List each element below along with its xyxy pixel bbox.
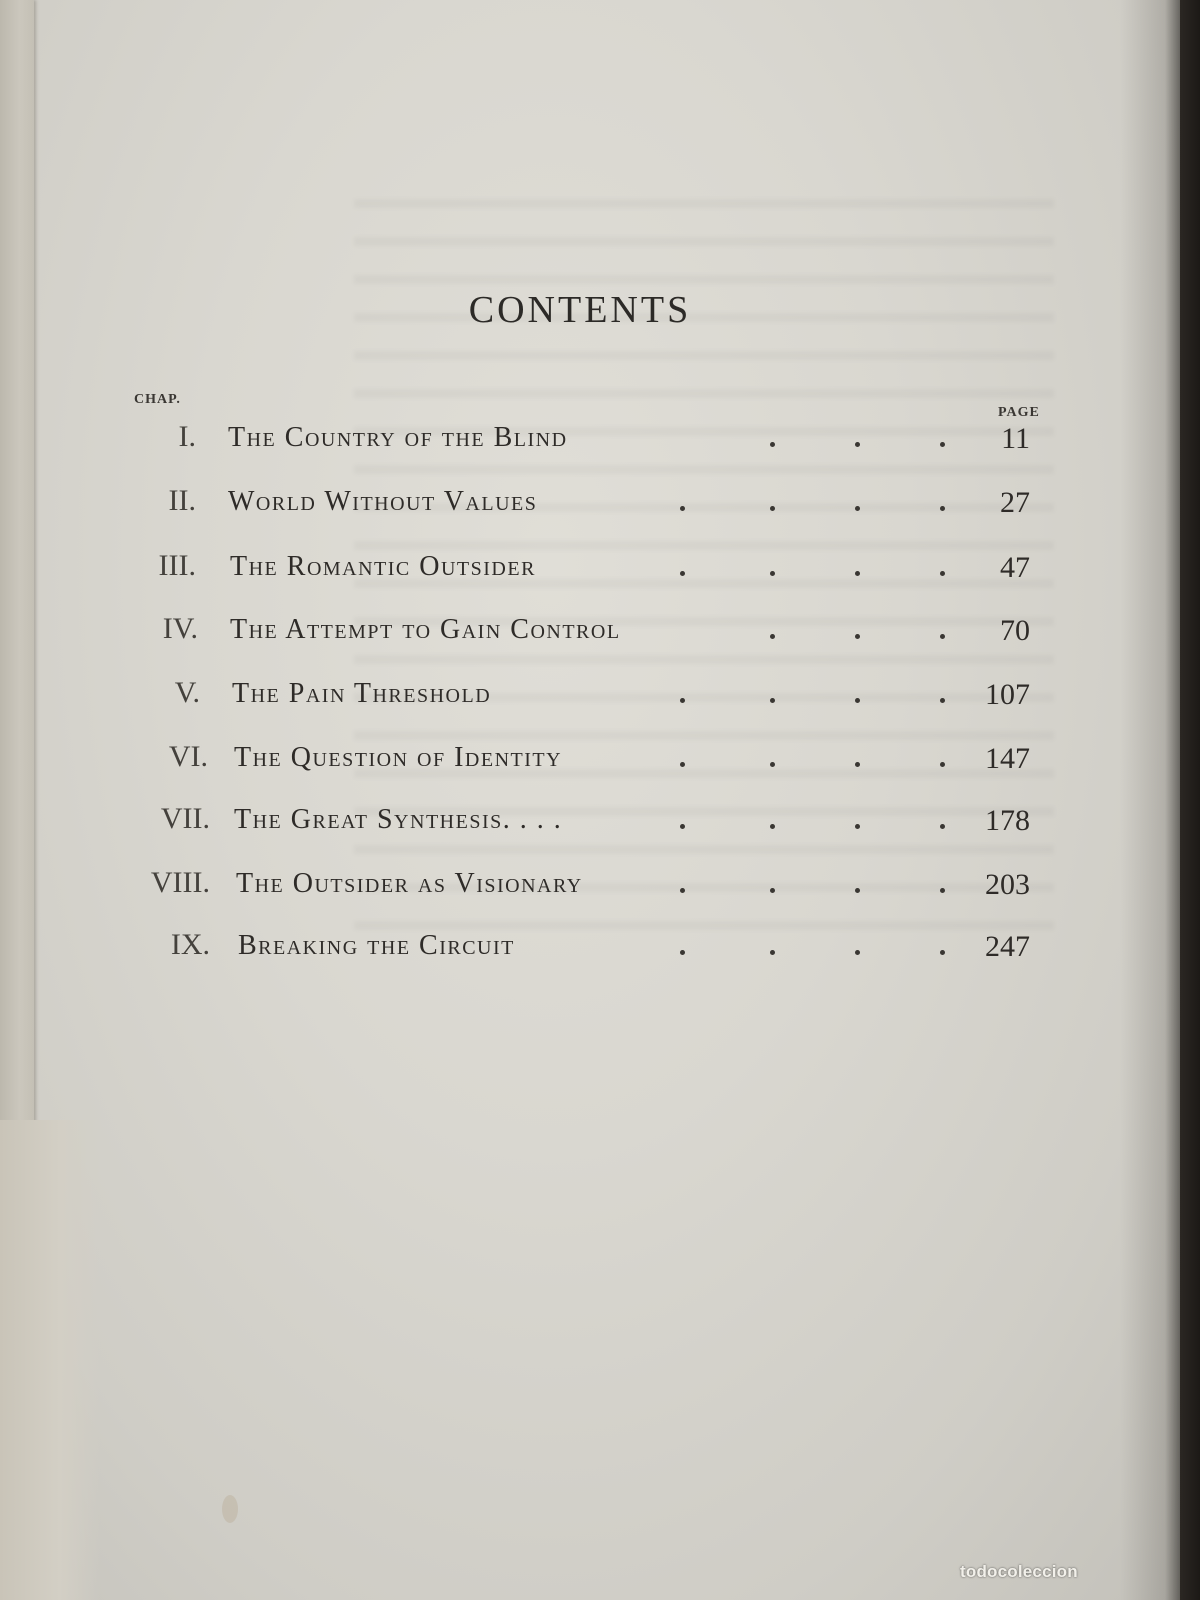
chapter-page-number: 107 xyxy=(985,678,1030,711)
leader-dot xyxy=(680,698,685,703)
leader-dot xyxy=(770,762,775,767)
chapter-page-number: 47 xyxy=(1000,551,1030,584)
chapter-number: III. xyxy=(158,549,196,582)
leader-dot xyxy=(680,762,685,767)
leader-dot xyxy=(855,824,860,829)
chap-column-label: CHAP. xyxy=(134,392,181,407)
chapter-title: The Country of the Blind xyxy=(228,422,568,453)
leader-dot xyxy=(855,571,860,576)
leader-dot xyxy=(680,571,685,576)
chapter-page-number: 247 xyxy=(985,930,1030,963)
toc-entry xyxy=(0,740,1200,790)
leader-dot xyxy=(855,442,860,447)
chapter-number: IV. xyxy=(162,612,198,645)
leader-dot xyxy=(770,888,775,893)
toc-entry xyxy=(0,420,1200,470)
leader-dot xyxy=(855,950,860,955)
leader-dot xyxy=(770,824,775,829)
chapter-number: VI. xyxy=(168,740,208,773)
chapter-number: VIII. xyxy=(150,866,210,899)
chapter-page-number: 147 xyxy=(985,742,1030,775)
chapter-number: IX. xyxy=(170,928,210,961)
contents-heading: CONTENTS xyxy=(468,289,692,331)
leader-dot xyxy=(770,634,775,639)
chapter-title: World Without Values xyxy=(228,486,538,517)
chapter-page-number: 11 xyxy=(1001,422,1030,455)
toc-entry xyxy=(0,484,1200,534)
chapter-title: The Great Synthesis. . . . xyxy=(234,804,563,835)
page-column-label: PAGE xyxy=(998,405,1040,420)
chapter-number: II. xyxy=(168,484,196,517)
leader-dot xyxy=(770,442,775,447)
chapter-title: The Romantic Outsider xyxy=(230,551,536,582)
chapter-number: I. xyxy=(178,420,196,453)
toc-entry xyxy=(0,802,1200,852)
leader-dot xyxy=(680,888,685,893)
toc-entry xyxy=(0,549,1200,599)
chapter-title: The Outsider as Visionary xyxy=(236,868,583,899)
leader-dot xyxy=(680,824,685,829)
leader-dot xyxy=(680,506,685,511)
leader-dot xyxy=(855,762,860,767)
toc-entry xyxy=(0,612,1200,662)
leader-dot xyxy=(770,698,775,703)
chapter-title: The Pain Threshold xyxy=(232,678,492,709)
chapter-title: Breaking the Circuit xyxy=(238,930,515,961)
leader-dot xyxy=(855,506,860,511)
leader-dot xyxy=(855,634,860,639)
toc-entry xyxy=(0,866,1200,916)
leader-dot xyxy=(770,571,775,576)
chapter-title: The Attempt to Gain Control xyxy=(230,614,621,645)
chapter-page-number: 178 xyxy=(985,804,1030,837)
leader-dot xyxy=(770,950,775,955)
chapter-page-number: 27 xyxy=(1000,486,1030,519)
watermark: todocoleccion xyxy=(960,1562,1078,1581)
leader-dot xyxy=(855,888,860,893)
chapter-number: VII. xyxy=(160,802,210,835)
chapter-page-number: 203 xyxy=(985,868,1030,901)
chapter-number: V. xyxy=(174,676,200,709)
leader-dot xyxy=(855,698,860,703)
toc-entry xyxy=(0,928,1200,978)
chapter-page-number: 70 xyxy=(1000,614,1030,647)
toc-entry xyxy=(0,676,1200,726)
leader-dot xyxy=(680,950,685,955)
leader-dot xyxy=(770,506,775,511)
chapter-title: The Question of Identity xyxy=(234,742,563,773)
